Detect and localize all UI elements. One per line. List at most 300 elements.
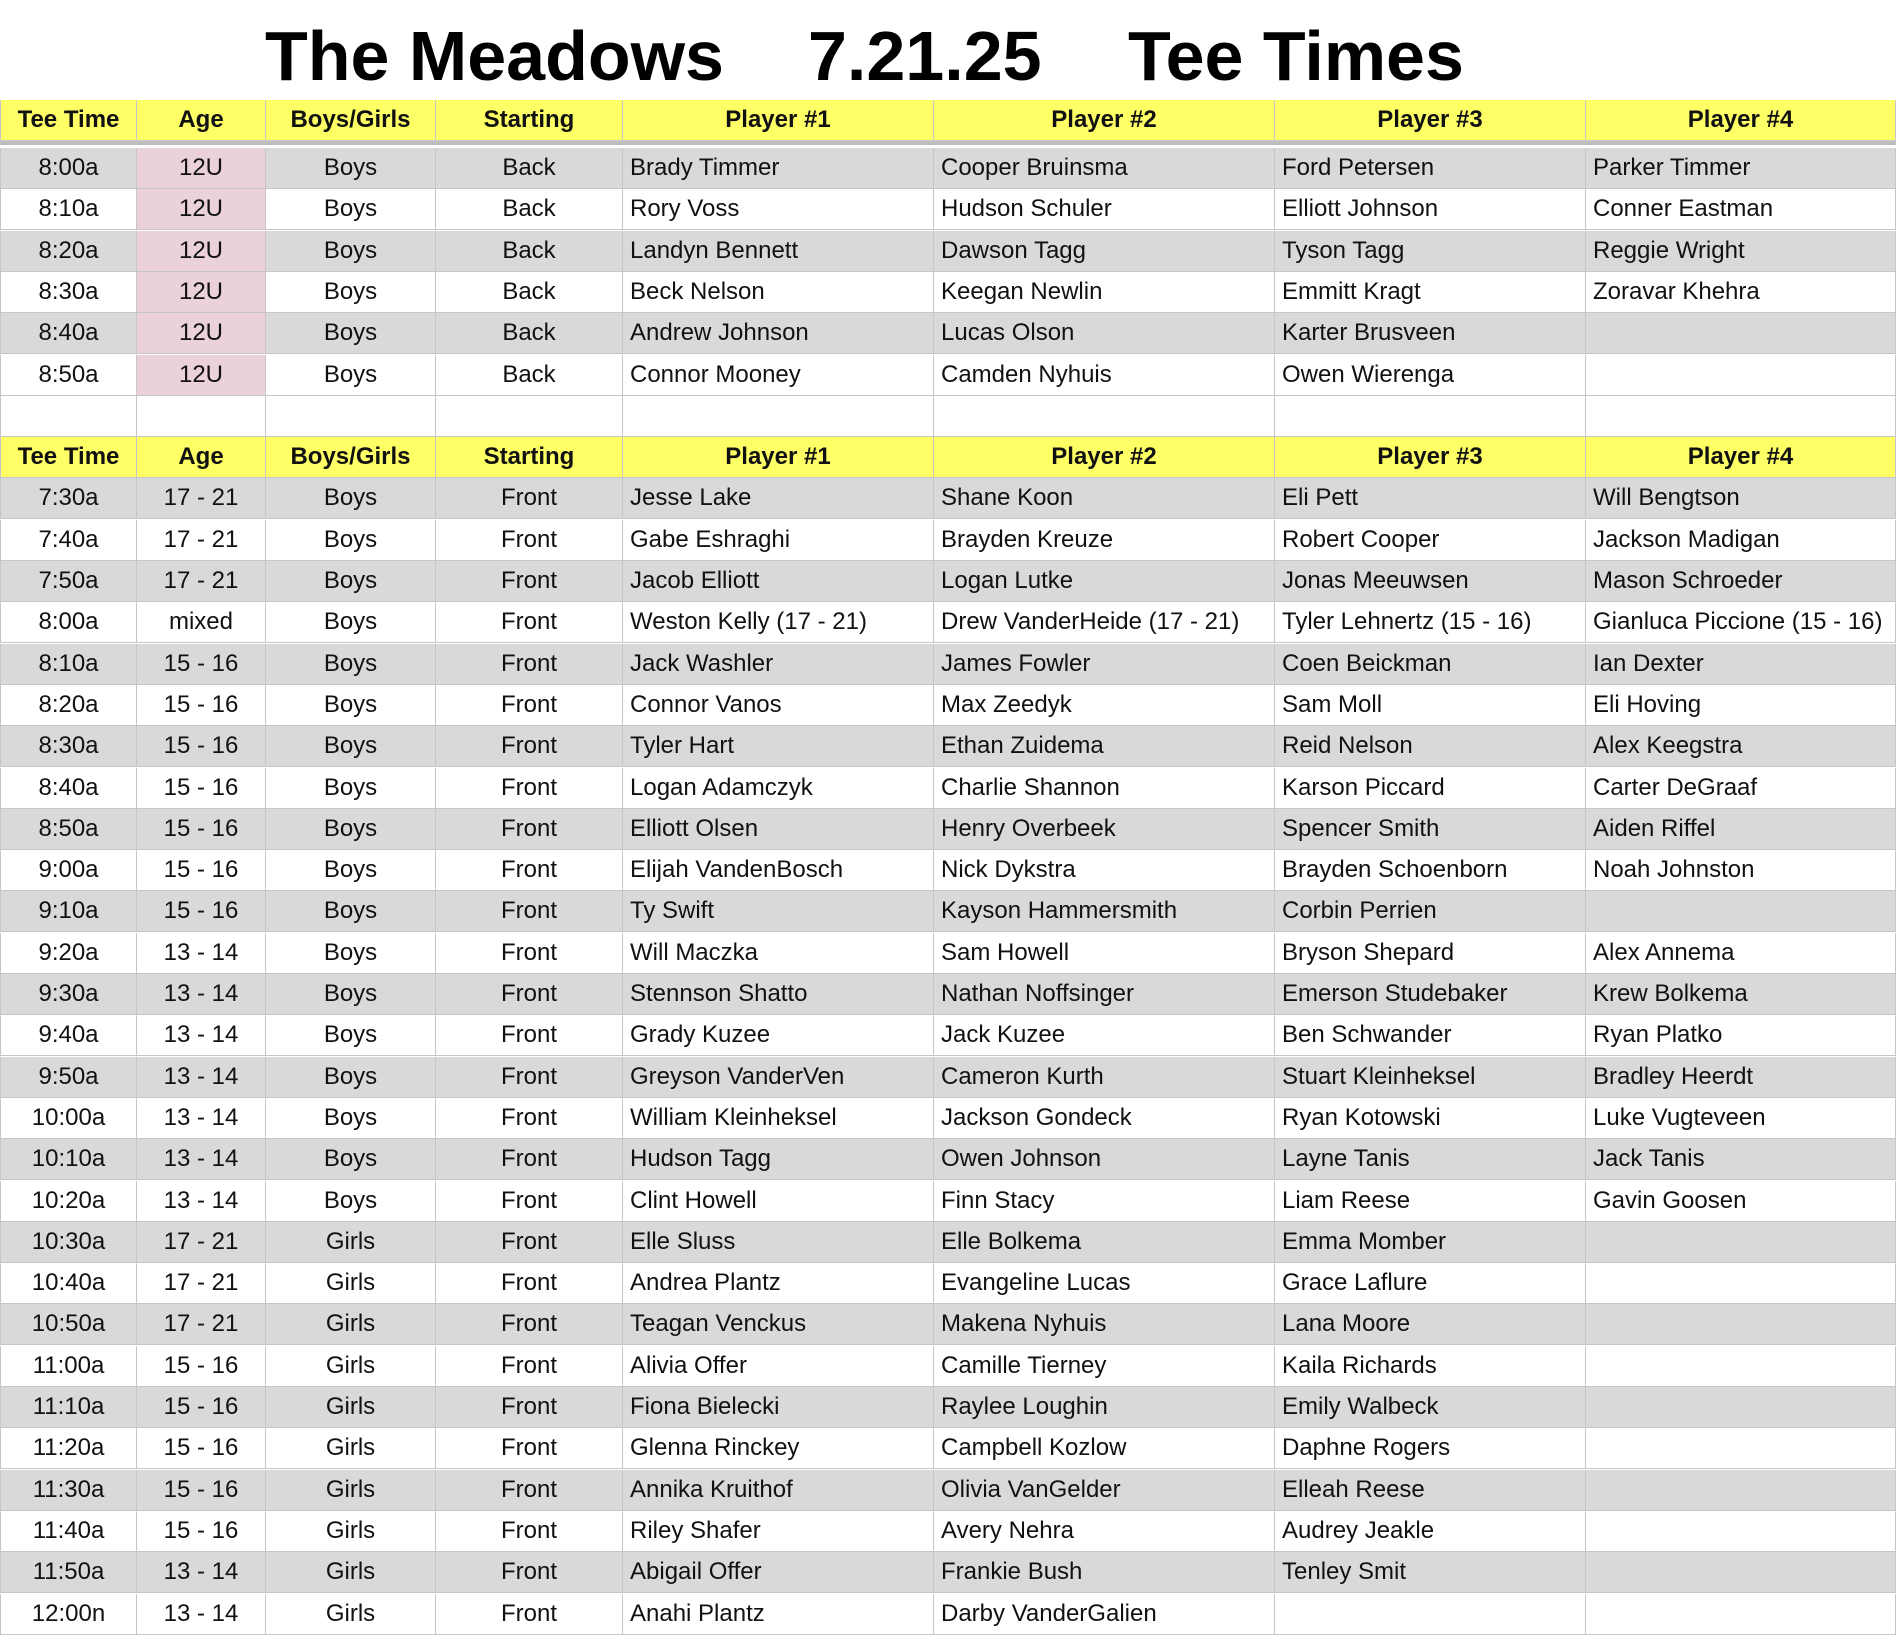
table-row: [0, 313, 1896, 354]
cell-player-3: Lana Moore: [1275, 1304, 1586, 1345]
cell-player-1: Andrew Johnson: [623, 313, 934, 354]
cell-empty: [1586, 396, 1896, 437]
cell-player-4: Krew Bolkema: [1586, 974, 1896, 1015]
cell-age: 13 - 14: [137, 933, 266, 974]
cell-tee-time: 10:50a: [0, 1304, 137, 1345]
cell-starting: Front: [436, 1015, 623, 1056]
cell-player-3: [1275, 1594, 1586, 1635]
header-player-2: Player #2: [934, 100, 1275, 141]
table-row: [0, 189, 1896, 230]
cell-player-2: Kayson Hammersmith: [934, 891, 1275, 932]
table-row: [0, 1470, 1896, 1511]
cell-player-3: Tenley Smit: [1275, 1552, 1586, 1593]
cell-player-2: Max Zeedyk: [934, 685, 1275, 726]
cell-player-1: Tyler Hart: [623, 726, 934, 767]
cell-age: 15 - 16: [137, 1428, 266, 1469]
cell-player-3: Stuart Kleinheksel: [1275, 1057, 1586, 1098]
cell-player-4: [1586, 1304, 1896, 1345]
cell-starting: Front: [436, 685, 623, 726]
cell-age: 12U: [137, 272, 266, 313]
cell-player-4: [1586, 1222, 1896, 1263]
cell-tee-time: 10:40a: [0, 1263, 137, 1304]
cell-age: 15 - 16: [137, 685, 266, 726]
cell-tee-time: 11:20a: [0, 1428, 137, 1469]
cell-player-4: Conner Eastman: [1586, 189, 1896, 230]
cell-age: mixed: [137, 602, 266, 643]
header-starting: Starting: [436, 437, 623, 478]
cell-player-2: Camille Tierney: [934, 1346, 1275, 1387]
cell-player-3: Jonas Meeuwsen: [1275, 561, 1586, 602]
cell-tee-time: 10:00a: [0, 1098, 137, 1139]
cell-tee-time: 7:50a: [0, 561, 137, 602]
cell-player-2: Nathan Noffsinger: [934, 974, 1275, 1015]
cell-starting: Front: [436, 974, 623, 1015]
cell-boys-girls: Boys: [266, 1181, 436, 1222]
cell-boys-girls: Boys: [266, 891, 436, 932]
cell-starting: Front: [436, 520, 623, 561]
cell-age: 17 - 21: [137, 520, 266, 561]
cell-age: 15 - 16: [137, 1470, 266, 1511]
cell-player-3: Daphne Rogers: [1275, 1428, 1586, 1469]
cell-player-1: Will Maczka: [623, 933, 934, 974]
table-row: [0, 602, 1896, 643]
cell-player-4: [1586, 313, 1896, 354]
cell-player-1: Grady Kuzee: [623, 1015, 934, 1056]
cell-player-4: Will Bengtson: [1586, 478, 1896, 519]
cell-tee-time: 9:20a: [0, 933, 137, 974]
table-row: [0, 1552, 1896, 1593]
header-row: [0, 100, 1896, 141]
title-label: Tee Times: [1128, 17, 1464, 95]
cell-player-3: Grace Laflure: [1275, 1263, 1586, 1304]
cell-starting: Front: [436, 1511, 623, 1552]
cell-player-1: Elijah VandenBosch: [623, 850, 934, 891]
cell-player-2: Camden Nyhuis: [934, 355, 1275, 396]
cell-player-4: Reggie Wright: [1586, 231, 1896, 272]
cell-tee-time: 11:30a: [0, 1470, 137, 1511]
cell-tee-time: 7:40a: [0, 520, 137, 561]
cell-player-2: Cameron Kurth: [934, 1057, 1275, 1098]
cell-player-1: Glenna Rinckey: [623, 1428, 934, 1469]
cell-player-3: Liam Reese: [1275, 1181, 1586, 1222]
table-row: [0, 1387, 1896, 1428]
table-row: [0, 478, 1896, 519]
cell-player-3: Brayden Schoenborn: [1275, 850, 1586, 891]
cell-player-3: Elleah Reese: [1275, 1470, 1586, 1511]
table-row: [0, 520, 1896, 561]
cell-boys-girls: Girls: [266, 1511, 436, 1552]
cell-player-3: Sam Moll: [1275, 685, 1586, 726]
cell-boys-girls: Boys: [266, 726, 436, 767]
table-row: [0, 1511, 1896, 1552]
cell-player-1: Abigail Offer: [623, 1552, 934, 1593]
cell-tee-time: 10:30a: [0, 1222, 137, 1263]
cell-tee-time: 8:50a: [0, 809, 137, 850]
cell-player-2: Jackson Gondeck: [934, 1098, 1275, 1139]
cell-player-3: Karter Brusveen: [1275, 313, 1586, 354]
cell-player-3: Spencer Smith: [1275, 809, 1586, 850]
cell-tee-time: 8:50a: [0, 355, 137, 396]
table-row: [0, 1346, 1896, 1387]
cell-boys-girls: Boys: [266, 768, 436, 809]
cell-player-4: Mason Schroeder: [1586, 561, 1896, 602]
cell-player-2: Keegan Newlin: [934, 272, 1275, 313]
cell-player-3: Audrey Jeakle: [1275, 1511, 1586, 1552]
cell-boys-girls: Boys: [266, 520, 436, 561]
cell-player-2: Henry Overbeek: [934, 809, 1275, 850]
cell-empty: [266, 396, 436, 437]
cell-player-1: William Kleinheksel: [623, 1098, 934, 1139]
cell-age: 17 - 21: [137, 561, 266, 602]
cell-boys-girls: Boys: [266, 1098, 436, 1139]
table-row: [0, 644, 1896, 685]
cell-empty: [623, 396, 934, 437]
cell-player-2: Elle Bolkema: [934, 1222, 1275, 1263]
cell-player-4: [1586, 1387, 1896, 1428]
header-boys-girls: Boys/Girls: [266, 100, 436, 141]
page-title: [0, 14, 1896, 98]
cell-player-4: [1586, 355, 1896, 396]
cell-tee-time: 9:00a: [0, 850, 137, 891]
cell-tee-time: 12:00n: [0, 1594, 137, 1635]
cell-tee-time: 11:00a: [0, 1346, 137, 1387]
cell-starting: Front: [436, 933, 623, 974]
cell-boys-girls: Boys: [266, 644, 436, 685]
table-row: [0, 768, 1896, 809]
cell-starting: Front: [436, 1552, 623, 1593]
table-row: [0, 1222, 1896, 1263]
cell-starting: Front: [436, 809, 623, 850]
cell-starting: Front: [436, 1181, 623, 1222]
header-player-3: Player #3: [1275, 100, 1586, 141]
cell-player-4: Gavin Goosen: [1586, 1181, 1896, 1222]
cell-player-3: Reid Nelson: [1275, 726, 1586, 767]
cell-boys-girls: Boys: [266, 933, 436, 974]
cell-tee-time: 9:50a: [0, 1057, 137, 1098]
cell-boys-girls: Girls: [266, 1428, 436, 1469]
cell-player-4: [1586, 1428, 1896, 1469]
title-date: 7.21.25: [808, 17, 1042, 95]
cell-player-2: Cooper Bruinsma: [934, 148, 1275, 189]
cell-age: 15 - 16: [137, 726, 266, 767]
cell-boys-girls: Girls: [266, 1594, 436, 1635]
cell-boys-girls: Boys: [266, 1139, 436, 1180]
cell-player-2: Owen Johnson: [934, 1139, 1275, 1180]
cell-starting: Front: [436, 1304, 623, 1345]
cell-player-1: Greyson VanderVen: [623, 1057, 934, 1098]
table-row: [0, 685, 1896, 726]
cell-player-2: Charlie Shannon: [934, 768, 1275, 809]
cell-boys-girls: Boys: [266, 313, 436, 354]
cell-boys-girls: Girls: [266, 1552, 436, 1593]
cell-player-4: Gianluca Piccione (15 - 16): [1586, 602, 1896, 643]
cell-player-4: [1586, 1594, 1896, 1635]
cell-player-4: Alex Keegstra: [1586, 726, 1896, 767]
cell-age: 13 - 14: [137, 1139, 266, 1180]
cell-player-1: Annika Kruithof: [623, 1470, 934, 1511]
cell-player-4: [1586, 1511, 1896, 1552]
cell-player-4: Luke Vugteveen: [1586, 1098, 1896, 1139]
cell-boys-girls: Girls: [266, 1304, 436, 1345]
cell-age: 12U: [137, 313, 266, 354]
cell-player-3: Owen Wierenga: [1275, 355, 1586, 396]
header-row: [0, 437, 1896, 478]
cell-age: 17 - 21: [137, 478, 266, 519]
cell-boys-girls: Boys: [266, 809, 436, 850]
cell-age: 12U: [137, 189, 266, 230]
cell-boys-girls: Boys: [266, 478, 436, 519]
cell-tee-time: 8:20a: [0, 231, 137, 272]
cell-tee-time: 9:30a: [0, 974, 137, 1015]
cell-age: 15 - 16: [137, 1387, 266, 1428]
cell-empty: [934, 396, 1275, 437]
cell-age: 15 - 16: [137, 809, 266, 850]
cell-player-2: Hudson Schuler: [934, 189, 1275, 230]
table-row: [0, 355, 1896, 396]
cell-starting: Front: [436, 891, 623, 932]
cell-boys-girls: Boys: [266, 561, 436, 602]
cell-starting: Front: [436, 1098, 623, 1139]
table-row: [0, 1594, 1896, 1635]
cell-empty: [1275, 396, 1586, 437]
cell-boys-girls: Boys: [266, 850, 436, 891]
cell-player-2: Sam Howell: [934, 933, 1275, 974]
cell-age: 15 - 16: [137, 768, 266, 809]
cell-player-2: Shane Koon: [934, 478, 1275, 519]
cell-starting: Front: [436, 1594, 623, 1635]
cell-age: 15 - 16: [137, 644, 266, 685]
cell-tee-time: 11:40a: [0, 1511, 137, 1552]
header-divider: [0, 141, 1896, 145]
cell-tee-time: 8:40a: [0, 768, 137, 809]
cell-player-4: Jackson Madigan: [1586, 520, 1896, 561]
cell-player-4: Ian Dexter: [1586, 644, 1896, 685]
cell-tee-time: 10:20a: [0, 1181, 137, 1222]
cell-player-4: Jack Tanis: [1586, 1139, 1896, 1180]
table-row: [0, 1181, 1896, 1222]
cell-boys-girls: Boys: [266, 189, 436, 230]
cell-player-1: Jack Washler: [623, 644, 934, 685]
cell-tee-time: 8:30a: [0, 272, 137, 313]
cell-player-1: Clint Howell: [623, 1181, 934, 1222]
cell-tee-time: 8:10a: [0, 189, 137, 230]
cell-age: 13 - 14: [137, 1098, 266, 1139]
cell-player-1: Alivia Offer: [623, 1346, 934, 1387]
cell-boys-girls: Girls: [266, 1222, 436, 1263]
cell-boys-girls: Girls: [266, 1263, 436, 1304]
cell-player-4: [1586, 1346, 1896, 1387]
cell-starting: Front: [436, 1222, 623, 1263]
cell-player-3: Tyson Tagg: [1275, 231, 1586, 272]
cell-starting: Front: [436, 602, 623, 643]
cell-starting: Front: [436, 1428, 623, 1469]
cell-tee-time: 8:00a: [0, 148, 137, 189]
cell-player-4: Noah Johnston: [1586, 850, 1896, 891]
cell-starting: Front: [436, 768, 623, 809]
cell-starting: Back: [436, 272, 623, 313]
cell-age: 15 - 16: [137, 891, 266, 932]
header-age: Age: [137, 437, 266, 478]
cell-player-3: Ford Petersen: [1275, 148, 1586, 189]
cell-player-4: Bradley Heerdt: [1586, 1057, 1896, 1098]
cell-player-2: Campbell Kozlow: [934, 1428, 1275, 1469]
cell-boys-girls: Boys: [266, 1057, 436, 1098]
header-starting: Starting: [436, 100, 623, 141]
table-row: [0, 850, 1896, 891]
cell-player-3: Corbin Perrien: [1275, 891, 1586, 932]
cell-player-3: Elliott Johnson: [1275, 189, 1586, 230]
cell-player-1: Gabe Eshraghi: [623, 520, 934, 561]
cell-age: 13 - 14: [137, 1015, 266, 1056]
cell-starting: Front: [436, 644, 623, 685]
table-row: [0, 148, 1896, 189]
cell-age: 15 - 16: [137, 1511, 266, 1552]
cell-age: 17 - 21: [137, 1304, 266, 1345]
cell-tee-time: 8:40a: [0, 313, 137, 354]
cell-player-2: Olivia VanGelder: [934, 1470, 1275, 1511]
table-row: [0, 1015, 1896, 1056]
cell-tee-time: 8:20a: [0, 685, 137, 726]
header-player-1: Player #1: [623, 100, 934, 141]
cell-player-2: Makena Nyhuis: [934, 1304, 1275, 1345]
cell-player-1: Teagan Venckus: [623, 1304, 934, 1345]
cell-player-4: [1586, 1263, 1896, 1304]
cell-player-3: Emerson Studebaker: [1275, 974, 1586, 1015]
cell-player-2: Lucas Olson: [934, 313, 1275, 354]
cell-starting: Front: [436, 1139, 623, 1180]
cell-player-3: Emmitt Kragt: [1275, 272, 1586, 313]
table-row: [0, 974, 1896, 1015]
cell-starting: Front: [436, 1346, 623, 1387]
cell-player-1: Andrea Plantz: [623, 1263, 934, 1304]
cell-player-1: Connor Mooney: [623, 355, 934, 396]
table-row: [0, 231, 1896, 272]
cell-tee-time: 8:10a: [0, 644, 137, 685]
table-row: [0, 1304, 1896, 1345]
cell-empty: [436, 396, 623, 437]
cell-starting: Back: [436, 148, 623, 189]
cell-age: 13 - 14: [137, 1552, 266, 1593]
cell-starting: Front: [436, 1057, 623, 1098]
cell-boys-girls: Girls: [266, 1346, 436, 1387]
cell-player-1: Rory Voss: [623, 189, 934, 230]
cell-player-1: Logan Adamczyk: [623, 768, 934, 809]
cell-boys-girls: Boys: [266, 231, 436, 272]
cell-empty: [137, 396, 266, 437]
header-player-4: Player #4: [1586, 437, 1896, 478]
cell-age: 17 - 21: [137, 1263, 266, 1304]
cell-boys-girls: Boys: [266, 974, 436, 1015]
cell-player-3: Layne Tanis: [1275, 1139, 1586, 1180]
cell-player-1: Anahi Plantz: [623, 1594, 934, 1635]
cell-age: 15 - 16: [137, 1346, 266, 1387]
table-row: [0, 933, 1896, 974]
cell-boys-girls: Boys: [266, 272, 436, 313]
cell-starting: Back: [436, 189, 623, 230]
cell-player-2: Logan Lutke: [934, 561, 1275, 602]
cell-starting: Front: [436, 1387, 623, 1428]
header-tee-time: Tee Time: [0, 437, 137, 478]
header-player-4: Player #4: [1586, 100, 1896, 141]
cell-player-1: Elle Sluss: [623, 1222, 934, 1263]
cell-player-1: Jesse Lake: [623, 478, 934, 519]
cell-tee-time: 10:10a: [0, 1139, 137, 1180]
cell-empty: [0, 396, 137, 437]
title-venue: The Meadows: [265, 17, 724, 95]
table-row: [0, 1057, 1896, 1098]
cell-player-2: Jack Kuzee: [934, 1015, 1275, 1056]
table-row: [0, 726, 1896, 767]
cell-starting: Back: [436, 355, 623, 396]
header-age: Age: [137, 100, 266, 141]
header-tee-time: Tee Time: [0, 100, 137, 141]
cell-player-1: Riley Shafer: [623, 1511, 934, 1552]
cell-boys-girls: Boys: [266, 355, 436, 396]
cell-player-3: Bryson Shepard: [1275, 933, 1586, 974]
cell-starting: Back: [436, 231, 623, 272]
cell-boys-girls: Boys: [266, 602, 436, 643]
cell-player-1: Ty Swift: [623, 891, 934, 932]
cell-player-4: Aiden Riffel: [1586, 809, 1896, 850]
table-row: [0, 1428, 1896, 1469]
cell-age: 12U: [137, 231, 266, 272]
cell-age: 13 - 14: [137, 1057, 266, 1098]
cell-player-2: Darby VanderGalien: [934, 1594, 1275, 1635]
cell-tee-time: 11:50a: [0, 1552, 137, 1593]
cell-player-4: [1586, 1552, 1896, 1593]
cell-player-3: Tyler Lehnertz (15 - 16): [1275, 602, 1586, 643]
cell-player-4: Ryan Platko: [1586, 1015, 1896, 1056]
table-row: [0, 809, 1896, 850]
cell-age: 13 - 14: [137, 1181, 266, 1222]
table-row: [0, 891, 1896, 932]
cell-age: 17 - 21: [137, 1222, 266, 1263]
table-row: [0, 1263, 1896, 1304]
header-player-2: Player #2: [934, 437, 1275, 478]
cell-player-2: Raylee Loughin: [934, 1387, 1275, 1428]
cell-player-3: Emma Momber: [1275, 1222, 1586, 1263]
table-row: [0, 1098, 1896, 1139]
cell-player-4: Parker Timmer: [1586, 148, 1896, 189]
cell-player-2: Nick Dykstra: [934, 850, 1275, 891]
cell-tee-time: 11:10a: [0, 1387, 137, 1428]
cell-player-4: Carter DeGraaf: [1586, 768, 1896, 809]
cell-player-1: Landyn Bennett: [623, 231, 934, 272]
cell-player-1: Elliott Olsen: [623, 809, 934, 850]
cell-boys-girls: Boys: [266, 148, 436, 189]
cell-player-2: Evangeline Lucas: [934, 1263, 1275, 1304]
cell-boys-girls: Boys: [266, 685, 436, 726]
cell-player-1: Weston Kelly (17 - 21): [623, 602, 934, 643]
cell-starting: Front: [436, 478, 623, 519]
cell-player-4: [1586, 891, 1896, 932]
cell-age: 12U: [137, 148, 266, 189]
spacer-row: [0, 396, 1896, 437]
cell-tee-time: 8:00a: [0, 602, 137, 643]
table-row: [0, 272, 1896, 313]
cell-age: 13 - 14: [137, 974, 266, 1015]
cell-player-3: Ben Schwander: [1275, 1015, 1586, 1056]
cell-player-4: Alex Annema: [1586, 933, 1896, 974]
cell-starting: Front: [436, 1470, 623, 1511]
cell-boys-girls: Boys: [266, 1015, 436, 1056]
header-player-1: Player #1: [623, 437, 934, 478]
cell-player-3: Emily Walbeck: [1275, 1387, 1586, 1428]
cell-player-2: Ethan Zuidema: [934, 726, 1275, 767]
cell-player-4: [1586, 1470, 1896, 1511]
cell-player-2: James Fowler: [934, 644, 1275, 685]
cell-player-2: Drew VanderHeide (17 - 21): [934, 602, 1275, 643]
